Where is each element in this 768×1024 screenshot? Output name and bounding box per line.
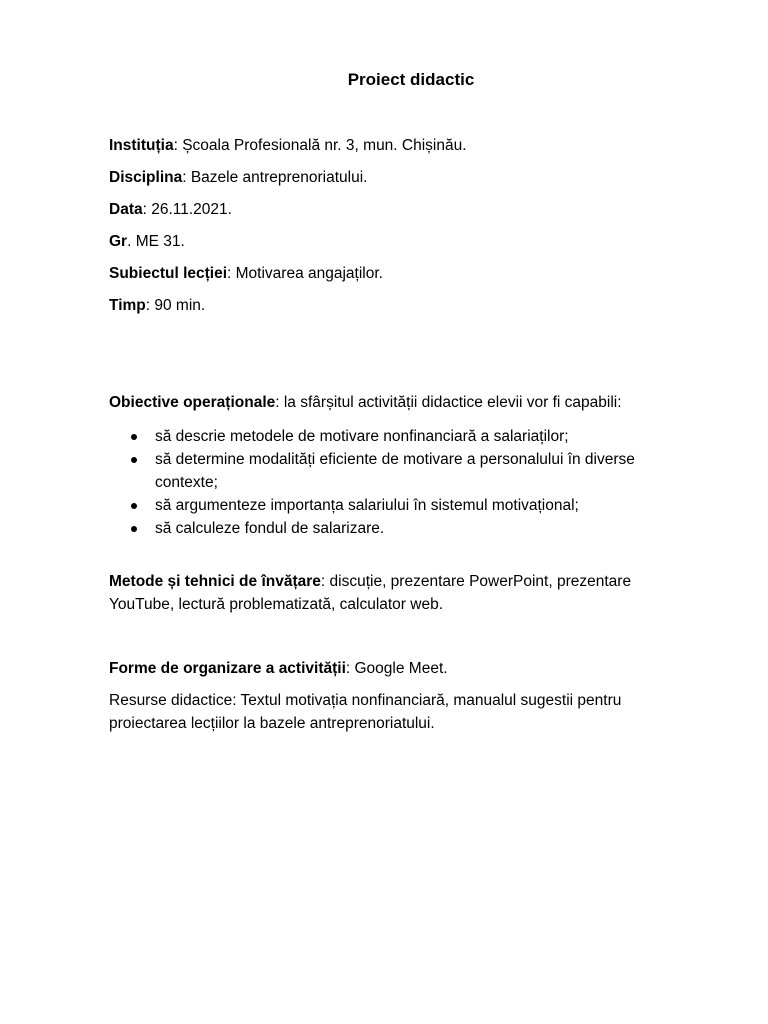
field-label: Subiectul lecției [109, 265, 228, 282]
field-label: Data [109, 201, 143, 218]
objectives-label: Obiective operaționale [109, 394, 276, 411]
field-value: : Școala Profesională nr. 3, mun. Chișinău. [173, 137, 467, 154]
field-label: Instituția [109, 137, 174, 154]
field-value: . ME 31. [127, 233, 185, 250]
document-title: Proiect didactic [347, 70, 475, 89]
field-value: : 26.11.2021. [142, 201, 232, 218]
methods-text: : discuție, prezentare PowerPoint, prezentare YouTube, lectură problematizată, calculator web. [109, 573, 632, 613]
list-item: să descrie metodele de motivare nonfinanciară a salariaților; [109, 425, 689, 448]
field-value: : Motivarea angajaților. [227, 265, 383, 282]
list-item: să calculeze fondul de salarizare. [109, 517, 689, 540]
field-data [109, 201, 232, 219]
field-disciplina [109, 169, 367, 187]
forms-label: Forme de organizare a activității [109, 660, 346, 677]
field-label: Gr [109, 233, 128, 250]
objectives-intro: : la sfârșitul activității didactice elevii vor fi capabili: [275, 394, 622, 411]
field-institutia [109, 137, 467, 155]
methods-label: Metode și tehnici de învățare [109, 573, 321, 590]
field-value: : 90 min. [145, 297, 206, 314]
field-subiectul [109, 265, 383, 283]
bullet-icon [131, 526, 137, 532]
bullet-icon [131, 434, 137, 440]
methods-paragraph [109, 570, 684, 616]
objectives-list [109, 425, 689, 540]
list-item: să argumenteze importanța salariului în sistemul motivațional; [109, 494, 689, 517]
list-item: să determine modalități eficiente de motivare a personalului în diverse contexte; [109, 448, 689, 494]
field-timp [109, 297, 205, 315]
forms-paragraph [109, 657, 684, 680]
field-label: Disciplina [109, 169, 183, 186]
forms-text: : Google Meet. [345, 660, 448, 677]
objectives-heading [109, 394, 622, 412]
resources-paragraph: Resurse didactice: Textul motivația nonfinanciară, manualul sugestii pentru proiectarea lecțiilor la bazele antreprenoriatului. [109, 692, 622, 732]
field-grupa [109, 233, 185, 251]
field-label: Timp [109, 297, 146, 314]
bullet-icon [131, 457, 137, 463]
field-value: : Bazele antreprenoriatului. [182, 169, 368, 186]
bullet-icon [131, 503, 137, 509]
